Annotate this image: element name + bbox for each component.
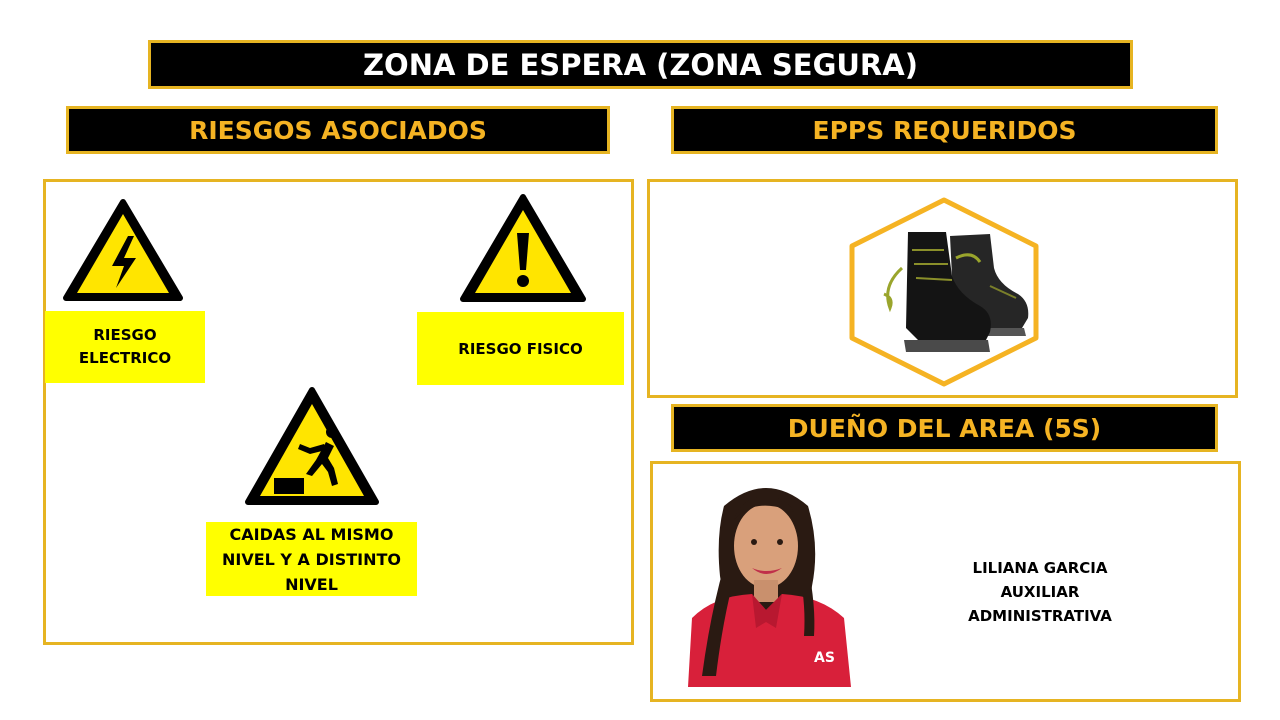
owner-photo	[684, 476, 851, 687]
ppe-heading-text: EPPS REQUERIDOS	[812, 115, 1077, 145]
electric-risk-label	[45, 311, 205, 383]
physical-risk-label-text: RIESGO FISICO	[458, 339, 583, 358]
fall-risk-label-line2: NIVEL Y A DISTINTO	[221, 549, 402, 569]
owner-info	[930, 556, 1150, 628]
owner-heading-text: DUEÑO DEL AREA (5S)	[787, 413, 1102, 443]
physical-risk-label	[417, 312, 624, 385]
risks-heading	[66, 106, 610, 154]
owner-role: AUXILIAR ADMINISTRATIVA	[968, 583, 1112, 625]
electric-risk-label-line1: RIESGO	[93, 326, 157, 344]
page-title	[148, 40, 1133, 89]
risks-heading-text: RIESGOS ASOCIADOS	[189, 115, 487, 145]
owner-name: LILIANA GARCIA	[972, 559, 1108, 577]
ppe-heading	[671, 106, 1218, 154]
fall-risk-label	[206, 522, 417, 596]
owner-heading	[671, 404, 1218, 452]
electric-hazard-icon	[62, 198, 184, 304]
shirt-logo: AS	[814, 650, 835, 666]
general-warning-icon	[459, 193, 587, 305]
fall-risk-label-line1: CAIDAS AL MISMO	[229, 524, 394, 544]
fall-hazard-icon	[244, 386, 380, 508]
fall-risk-label-line3: NIVEL	[285, 574, 338, 594]
page-title-text: ZONA DE ESPERA (ZONA SEGURA)	[363, 47, 918, 82]
safety-boots-icon	[872, 228, 1032, 356]
electric-risk-label-line2: ELECTRICO	[78, 349, 172, 367]
